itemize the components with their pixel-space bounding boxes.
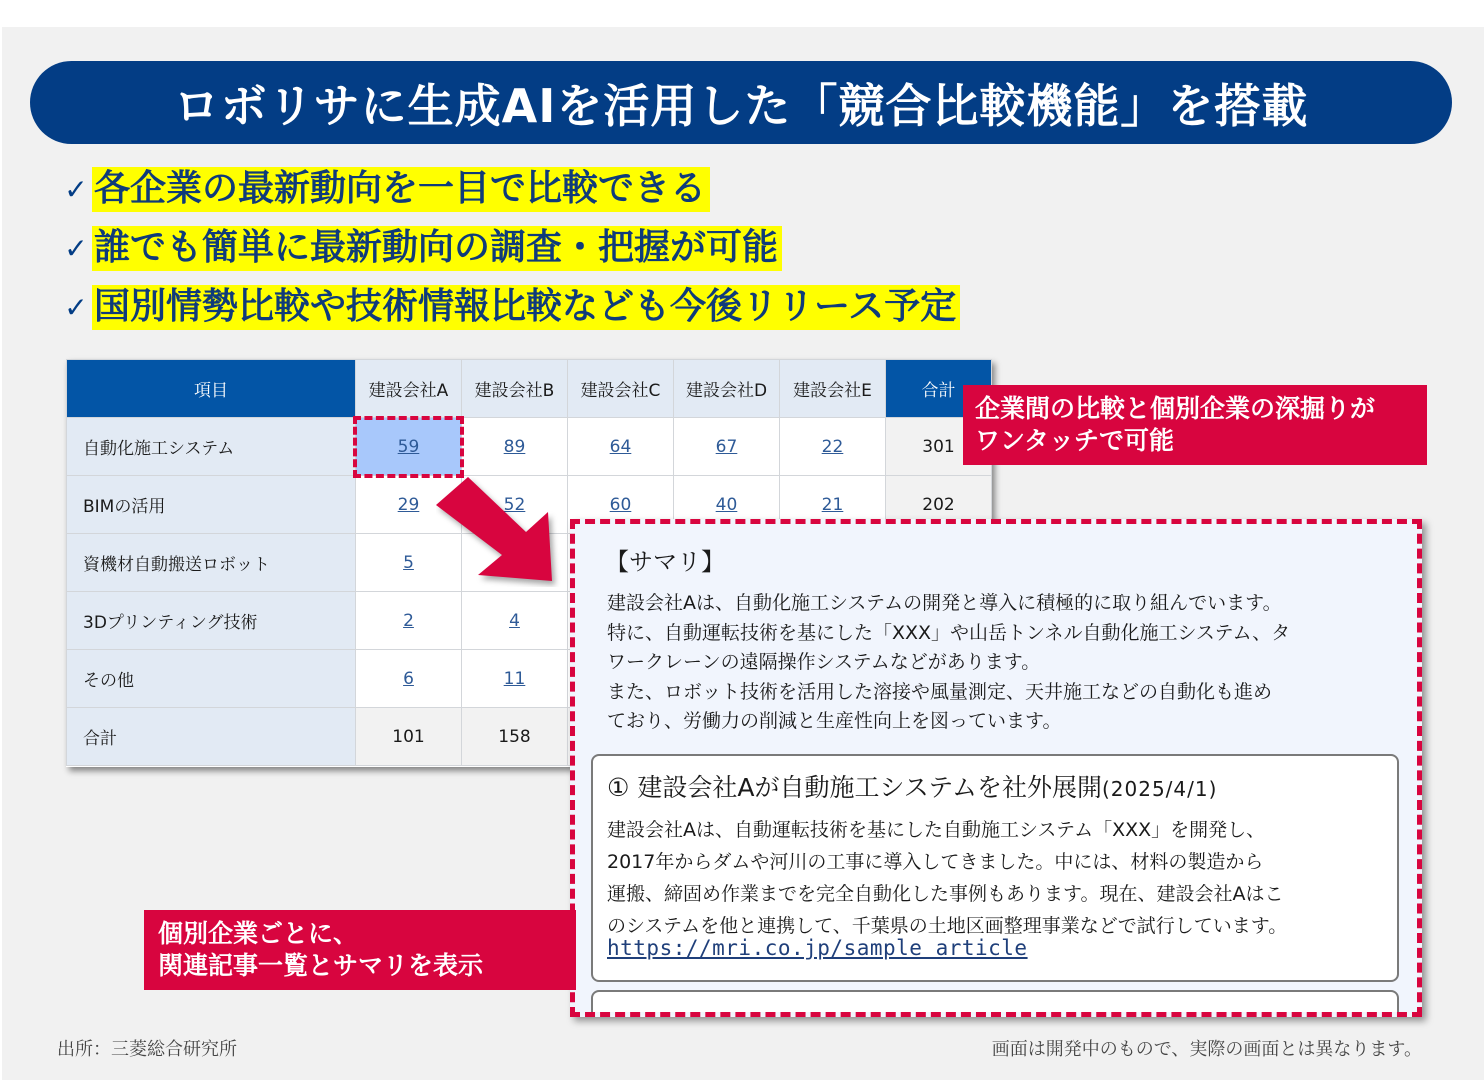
article-link[interactable]: https://mri.co.jp/sample article (607, 936, 1028, 960)
count-cell[interactable] (462, 650, 568, 708)
article-line: 建設会社Aは、自動運転技術を基にした自動施工システム「XXX」を開発し、 (607, 819, 1266, 841)
feature-text: 各企業の最新動向を一目で比較できる (92, 167, 710, 212)
article-line: のシステムを他と連携して、千葉県の土地区画整理事業などで試行しています。 (607, 915, 1288, 937)
feature-list (60, 160, 960, 337)
count-link[interactable]: 64 (609, 436, 632, 457)
count-link[interactable]: 11 (503, 668, 526, 689)
column-total: 158 (462, 708, 568, 766)
count-cell[interactable] (356, 592, 462, 650)
column-header-company-b[interactable]: 建設会社B (462, 360, 568, 418)
callout-comparison (963, 385, 1427, 465)
row-label: その他 (67, 650, 356, 708)
left-edge (0, 27, 2, 802)
count-link[interactable]: 89 (503, 436, 526, 457)
count-cell[interactable] (462, 418, 568, 476)
row-total: 301 (886, 418, 992, 476)
row-label: 3Dプリンティング技術 (67, 592, 356, 650)
column-total: 101 (356, 708, 462, 766)
article-number: ① (607, 773, 630, 802)
callout-line: 企業間の比較と個別企業の深掘りが (975, 394, 1376, 423)
selected-cell-highlight (353, 416, 464, 478)
check-icon: ✓ (64, 232, 88, 265)
row-label: 自動化施工システム (67, 418, 356, 476)
count-link[interactable]: 6 (403, 668, 414, 689)
page-title: ロボリサに生成AIを活用した「競合比較機能」を搭載 (173, 78, 1309, 133)
title-banner (30, 61, 1452, 144)
summary-line: ており、労働力の削減と生産性向上を図っています。 (607, 710, 1062, 732)
summary-line: 建設会社Aは、自動化施工システムの開発と導入に積極的に取り組んでいます。 (607, 592, 1282, 614)
column-header-total: 合計 (886, 360, 992, 418)
count-cell[interactable] (568, 418, 674, 476)
count-link[interactable]: 21 (821, 494, 844, 515)
count-link[interactable]: 52 (503, 494, 526, 515)
feature-text: 誰でも簡単に最新動向の調査・把握が可能 (92, 226, 782, 271)
feature-item (60, 219, 960, 278)
column-header-company-d[interactable]: 建設会社D (674, 360, 780, 418)
summary-line: また、ロボット技術を活用した溶接や風量測定、天井施工などの自動化も進め (607, 680, 1273, 703)
count-link[interactable]: 59 (397, 436, 420, 457)
count-cell[interactable] (780, 418, 886, 476)
arrow-icon (436, 477, 566, 587)
table-header-row (67, 360, 992, 418)
count-link[interactable]: 5 (403, 552, 414, 573)
row-label: 資機材自動搬送ロボット (67, 534, 356, 592)
disclaimer-note: 画面は開発中のもので、実際の画面とは異なります。 (991, 1039, 1422, 1060)
count-cell[interactable] (674, 418, 780, 476)
callout-summary (144, 910, 576, 990)
callout-line: 個別企業ごとに、 (158, 919, 359, 948)
callout-line: 関連記事一覧とサマリを表示 (158, 951, 484, 980)
feature-item (60, 278, 960, 337)
column-header-item: 項目 (67, 360, 356, 418)
article-card[interactable] (591, 990, 1399, 1017)
check-icon: ✓ (64, 291, 88, 324)
column-header-company-c[interactable]: 建設会社C (568, 360, 674, 418)
count-link[interactable]: 67 (715, 436, 738, 457)
count-link[interactable]: 29 (397, 494, 420, 515)
article-body (607, 814, 1387, 942)
check-icon: ✓ (64, 173, 88, 206)
row-label: BIMの活用 (67, 476, 356, 534)
count-link[interactable]: 4 (509, 610, 520, 631)
article-date: (2025/4/1) (1101, 777, 1218, 801)
summary-heading: 【サマリ】 (605, 548, 725, 576)
count-cell[interactable] (462, 592, 568, 650)
callout-line: ワンタッチで可能 (975, 426, 1175, 455)
feature-text: 国別情勢比較や技術情報比較なども今後リリース予定 (92, 285, 960, 330)
summary-line: ワークレーンの遠隔操作システムなどがあります。 (607, 651, 1041, 673)
column-header-company-a[interactable]: 建設会社A (356, 360, 462, 418)
column-header-company-e[interactable]: 建設会社E (780, 360, 886, 418)
summary-panel (570, 519, 1422, 1017)
source-note: 出所：三菱総合研究所 (57, 1039, 237, 1060)
article-line: 2017年からダムや河川の工事に導入してきました。中には、材料の製造から (607, 851, 1264, 873)
summary-line: 特に、自動運転技術を基にした「XXX」や山岳トンネル自動化施工システム、タ (607, 621, 1291, 644)
article-line: 運搬、締固め作業までを完全自動化した事例もあります。現在、建設会社Aはこ (607, 883, 1284, 905)
article-headline: 建設会社Aが自動施工システムを社外展開 (637, 773, 1102, 802)
count-link[interactable]: 60 (609, 494, 632, 515)
article-card[interactable] (591, 754, 1399, 982)
table-row (67, 418, 992, 476)
count-cell[interactable] (356, 650, 462, 708)
row-label: 合計 (67, 708, 356, 766)
row-total: 202 (886, 476, 992, 534)
article-title (607, 768, 1217, 804)
count-link[interactable]: 22 (821, 436, 844, 457)
count-link[interactable]: 2 (403, 610, 414, 631)
feature-item (60, 160, 960, 219)
count-link[interactable]: 40 (715, 494, 738, 515)
summary-text (607, 589, 1397, 737)
